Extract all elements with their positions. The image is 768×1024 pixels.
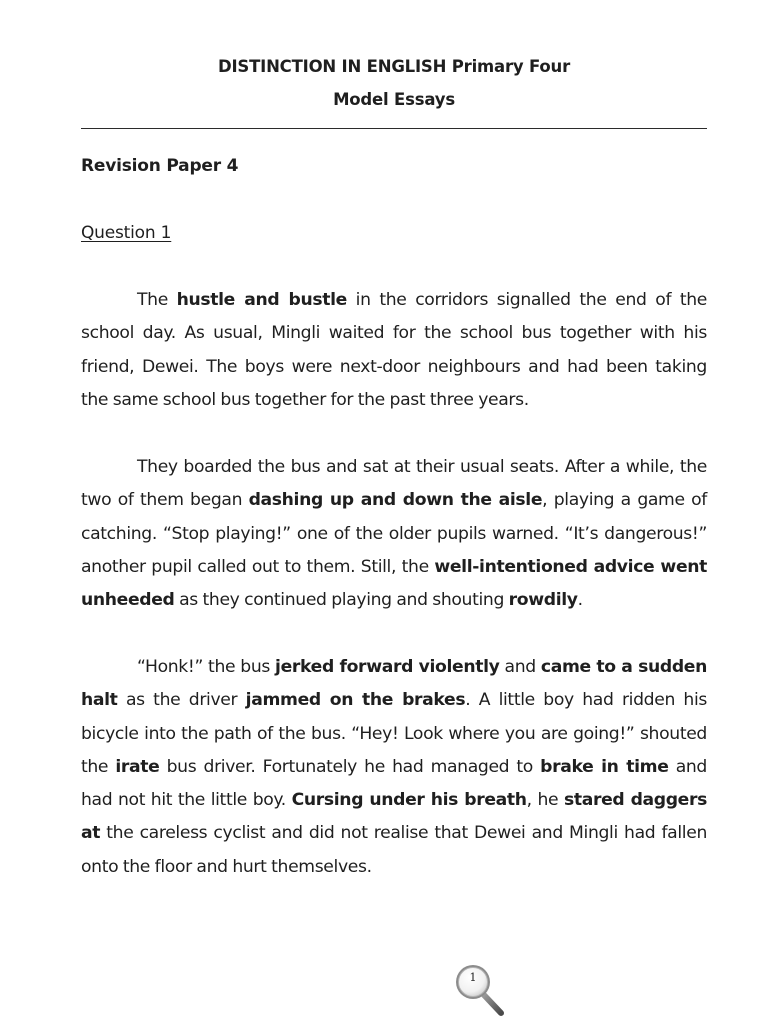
section-title: Revision Paper 4 [81,156,239,176]
text-run: and [499,657,541,677]
text-run: , he [526,790,564,811]
text-run: “Honk!” the bus [137,657,276,677]
bold-phrase: Cursing under his breath [291,790,527,811]
bold-phrase: well-intentioned advice went unheeded [81,556,707,611]
text-run: as they continued playing and shouting [174,590,509,611]
book-title: DISTINCTION IN ENGLISH Primary Four [217,57,571,76]
bold-phrase: hustle and bustle [176,290,347,310]
text-run: , playing a game of catching. “Stop playing!” one of the older pupils warned. “It’s dangerous!” another pupil called out to them. Still, the [81,490,707,577]
essay-paragraph-1 [81,284,707,417]
bold-phrase: rowdily [508,590,578,611]
page-number: 1 [469,971,477,984]
question-label: Question 1 [81,223,172,243]
bold-phrase: jammed on the brakes [245,690,466,711]
text-run: the careless cyclist and did not realise that Dewei and Mingli had fallen onto the floor and hurt themselves. [81,823,707,877]
text-run: The [137,290,177,310]
page-number-badge [451,958,511,1018]
text-run: in the corridors signalled the end of the school day. As usual, Mingli waited for the school bus together with his friend, Dewei. The boys were next-door neighbours and had been taking the same school bus together for the past three years. [81,290,708,410]
bold-phrase: irate [115,756,160,777]
bold-phrase: jerked forward violently [275,657,500,677]
magnifying-glass-icon [451,958,511,1018]
text-run: and had not hit the little boy. [81,756,707,811]
text-run: They boarded the bus and sat at their usual seats. After a while, the two of them began [81,457,707,511]
bold-phrase: came to a sudden halt [81,657,707,711]
text-run: . A little boy had ridden his bicycle into the path of the bus. “Hey! Look where you are going!” shouted the [81,690,707,777]
text-run: . [577,590,583,611]
book-subtitle: Model Essays [333,90,455,109]
text-run: bus driver. Fortunately he had managed to [159,756,541,777]
essay-paragraph-2 [81,451,707,617]
bold-phrase: brake in time [540,756,669,777]
bold-phrase: dashing up and down the aisle [248,490,543,511]
text-run: as the driver [117,690,246,711]
bold-phrase: stared daggers at [81,790,707,844]
header-divider [81,128,707,129]
essay-paragraph-3 [81,651,707,884]
